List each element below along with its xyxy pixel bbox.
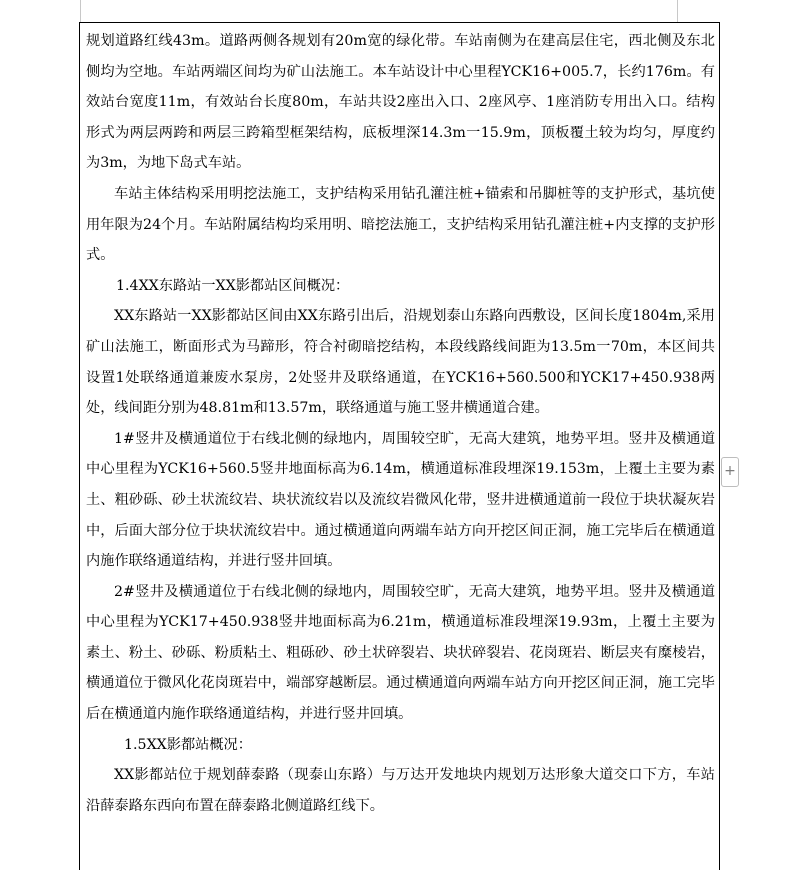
section-heading-1-5[interactable]: 1.5XX影都站概况：	[124, 736, 252, 753]
paragraph-interval-overview[interactable]: XX东路站一XX影都站区间由XX东路引出后，沿规划泰山东路向西敷设，区间长度1804m,采用矿山法施工，断面形式为马蹄形，符合衬砌暗挖结构，本段线路线间距为13.5m一70m，本区间共设置1处联络通道兼废水泵房，2处竖井及联络通道，在YCK16+560.500和YCK17+450.938两处，线间距分别为48.81m和13.57m，联络通道与施工竖井横通道合建。	[86, 308, 715, 417]
paragraph-shaft-1[interactable]: 1#竖井及横通道位于右线北侧的绿地内，周围较空旷，无高大建筑，地势平坦。竖井及横通道中心里程为YCK16+560.5竖井地面标高为6.14m，横通道标准段埋深19.153m，上覆土主要为素土、粗砂砾、砂土状流纹岩、块状流纹岩以及流纹岩微风化带，竖井进横通道前一段位于块状凝灰岩中，后面大部分位于块状流纹岩中。通过横通道向两端车站方向开挖区间正洞，施工完毕后在横通道内施作联络通道结构，并进行竖井回填。	[86, 430, 715, 570]
paragraph-yingdu-station[interactable]: XX影都站位于规划薛泰路（现泰山东路）与万达开发地块内规划万达形象大道交口下方，车站沿薛泰路东西向布置在薛泰路北侧道路红线下。	[86, 767, 715, 814]
left-margin-marker	[80, 0, 81, 22]
paragraph-shaft-2[interactable]: 2#竖井及横通道位于右线北侧的绿地内，周围较空旷，无高大建筑，地势平坦。竖井及横通道中心里程为YCK17+450.938竖井地面标高为6.21m，横通道标准段埋深19.93m，上覆土主要为素土、粉土、砂砾、粉质粘土、粗砾砂、砂土状碎裂岩、块状碎裂岩、花岗斑岩、断层夹有糜棱岩，横通道位于微风化花岗斑岩中，端部穿越断层。通过横通道向两端车站方向开挖区间正洞，施工完毕后在横通道内施作联络通道结构，并进行竖井回填。	[86, 583, 715, 723]
section-heading-1-4[interactable]: 1.4XX东路站一XX影都站区间概况：	[116, 277, 350, 294]
table-cell-text[interactable]	[86, 26, 715, 821]
paragraph-station-overview[interactable]: 规划道路红线43m。道路两侧各规划有20m宽的绿化带。车站南侧为在建高层住宅，西北侧及东北侧均为空地。车站两端区间均为矿山法施工。本车站设计中心里程YCK16+005.7，长约176m。有效站台宽度11m，有效站台长度80m，车站共设2座出入口、2座风亭、1座消防专用出入口。结构形式为两层两跨和两层三跨箱型框架结构，底板埋深14.3m一15.9m，顶板覆土较为均匀，厚度约为3m，为地下岛式车站。	[86, 33, 715, 172]
right-margin-marker	[677, 0, 678, 22]
add-row-icon[interactable]: +	[721, 457, 739, 487]
paragraph-station-construction[interactable]: 车站主体结构采用明挖法施工，支护结构采用钻孔灌注桩+锚索和吊脚桩等的支护形式，基坑使用年限为24个月。车站附属结构均采用明、暗挖法施工，支护结构采用钻孔灌注桩+内支撑的支护形式。	[86, 185, 715, 264]
